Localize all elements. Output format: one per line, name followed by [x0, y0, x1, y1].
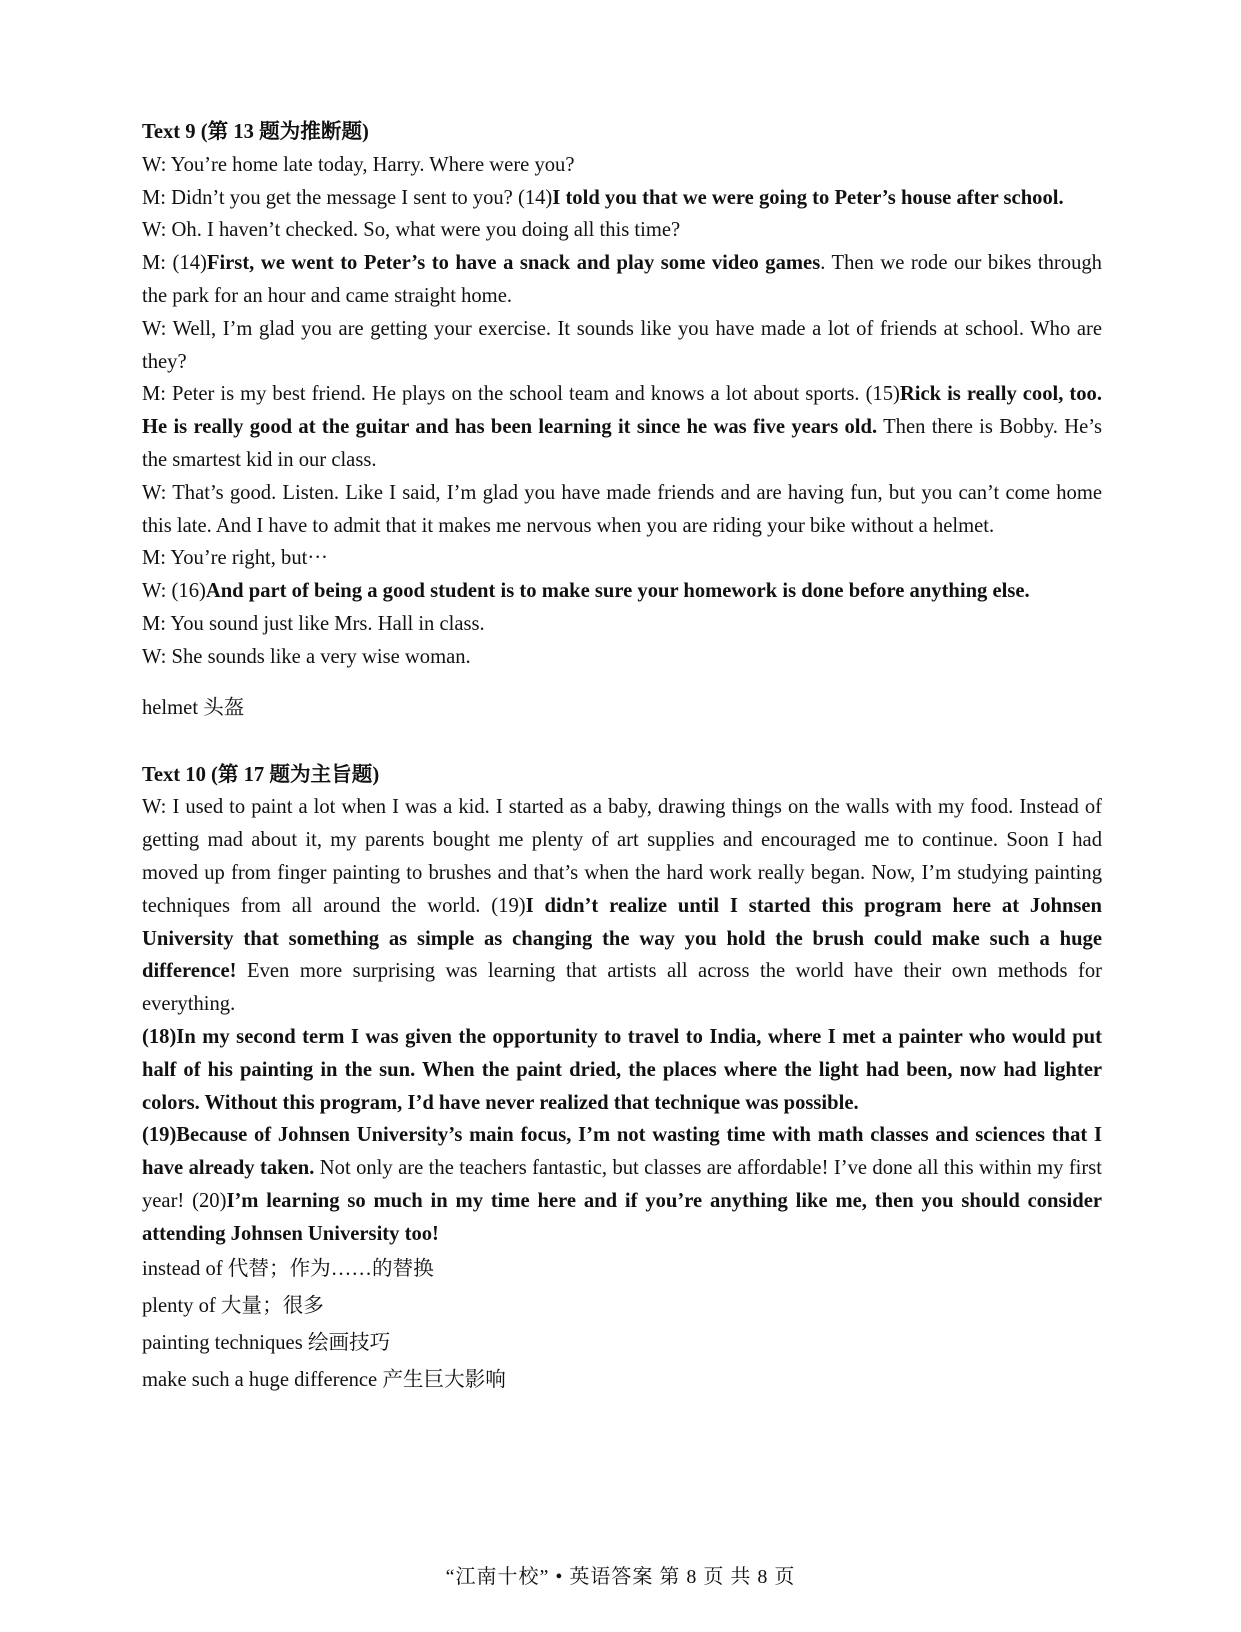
line-text: M: You sound just like Mrs. Hall in class. — [142, 612, 485, 635]
line-text: M: You’re right, but··· — [142, 547, 328, 570]
vocab-item: instead of 代替；作为……的替换 — [142, 1257, 434, 1280]
dialogue-line — [142, 575, 1102, 608]
text9-heading: Text 9 (第 13 题为推断题) — [142, 121, 369, 143]
text10-heading: Text 10 (第 17 题为主旨题) — [142, 763, 380, 786]
text10-section — [142, 759, 1102, 1399]
line-text: M: Didn’t you get the message I sent to you? (14) — [142, 186, 553, 209]
page-footer: “江南十校” • 英语答案 第 8 页 共 8 页 — [445, 1566, 796, 1588]
answer-highlight: First, we went to Peter’s to have a snack and play some video games — [206, 252, 821, 275]
answer-highlight: I told you that we were going to Peter’s house after school. — [552, 186, 1064, 209]
line-text: W: (16) — [142, 580, 206, 603]
line-text: . Then we rode our bikes through the park for an hour and came straight home. — [142, 252, 1102, 307]
text10-dialogue — [142, 791, 1102, 1250]
dialogue-line — [142, 182, 1102, 215]
dialogue-line — [142, 247, 1102, 313]
vocab-item: make such a huge difference 产生巨大影响 — [142, 1368, 506, 1391]
dialogue-line — [142, 542, 1102, 575]
line-text: W: I used to paint a lot when I was a kid. I started as a baby, drawing things on the walls with my food. Instead of getting mad about it, my parents bought me plenty of art supplies and encouraged me to continue. Soon I had moved up from finger painting to brushes and that’s when the hard work really began. Now, I’m studying painting techniques from all around the world. (19) — [142, 796, 1102, 917]
text9-vocab-list — [142, 690, 1102, 727]
text10-vocab-list — [142, 1251, 1102, 1399]
dialogue-line — [142, 378, 1102, 476]
dialogue-line — [142, 791, 1102, 1021]
dialogue-line — [142, 313, 1102, 379]
text9-dialogue — [142, 149, 1102, 674]
dialogue-line — [142, 1021, 1102, 1119]
vocab-item: painting techniques 绘画技巧 — [142, 1331, 391, 1354]
answer-highlight: Rick is really cool, too. He is really good at the guitar and has been learning it since he was five years old. — [142, 383, 1103, 439]
answer-highlight: I didn’t realize until I started this program here at Johnsen University that something as simple as changing the way you hold the brush could make such a huge difference! — [142, 894, 1103, 983]
line-text: W: Oh. I haven’t checked. So, what were you doing all this time? — [142, 219, 681, 242]
answer-highlight: I’m learning so much in my time here and if you’re anything like me, then you should consider attending Johnsen University too! — [142, 1189, 1102, 1245]
answer-highlight: (19)Because of Johnsen University’s main focus, I’m not wasting time with math classes and sciences that I have already taken. — [142, 1124, 1102, 1180]
vocab-item: helmet 头盔 — [142, 696, 245, 719]
dialogue-line — [142, 214, 1102, 247]
answer-highlight: And part of being a good student is to make sure your homework is done before anything else. — [205, 580, 1030, 603]
dialogue-line — [142, 641, 1102, 674]
line-text: W: She sounds like a very wise woman. — [142, 645, 471, 668]
answer-page — [142, 116, 1102, 1399]
vocab-item: plenty of 大量；很多 — [142, 1294, 324, 1317]
line-text: M: Peter is my best friend. He plays on the school team and knows a lot about sports. (15) — [142, 383, 900, 406]
line-text: W: You’re home late today, Harry. Where were you? — [142, 153, 575, 176]
line-text: Not only are the teachers fantastic, but classes are affordable! I’ve done all this within my first year! (20) — [142, 1157, 1102, 1212]
line-text: W: Well, I’m glad you are getting your exercise. It sounds like you have made a lot of friends at school. Who are they? — [142, 317, 1102, 373]
line-text: M: (14) — [142, 252, 207, 275]
dialogue-line — [142, 477, 1102, 543]
dialogue-line — [142, 608, 1102, 641]
dialogue-line — [142, 1119, 1102, 1250]
line-text: Even more surprising was learning that artists all across the world have their own methods for everything. — [142, 960, 1102, 1016]
dialogue-line — [142, 149, 1102, 182]
line-text: W: That’s good. Listen. Like I said, I’m glad you have made friends and are having fun, but you can’t come home this late. And I have to admit that it makes me nervous when you are riding your bike without a helmet. — [142, 481, 1102, 537]
line-text: Then there is Bobby. He’s the smartest kid in our class. — [142, 416, 1102, 471]
answer-highlight: (18)In my second term I was given the opportunity to travel to India, where I met a painter who would put half of his painting in the sun. When the paint dried, the places where the light had been, now had lighter colors. Without this program, I’d have never realized that technique was possible. — [142, 1025, 1102, 1114]
text9-section — [142, 116, 1102, 727]
